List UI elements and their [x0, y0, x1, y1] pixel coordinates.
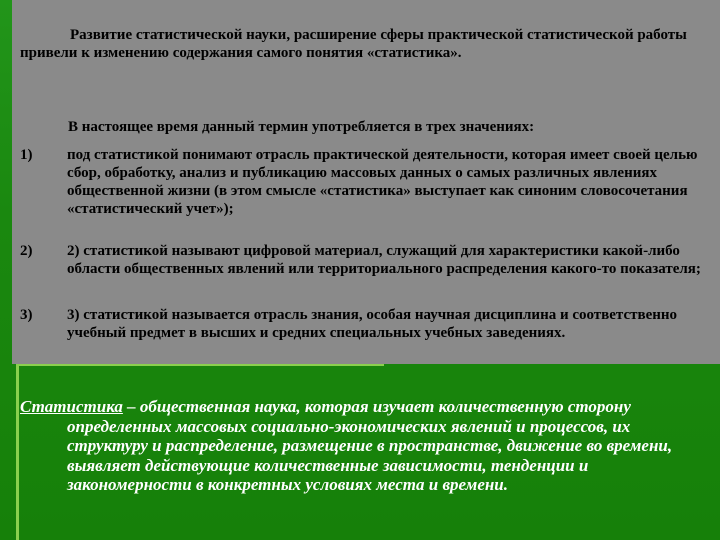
definition-paragraph: [20, 397, 712, 495]
item-3-text: 3) статистикой называется отрасль знания, особая научная дисциплина и соответственно учебный предмет в высших и средних специальных учебных заведениях.: [67, 307, 678, 341]
item-2-number: 2): [20, 243, 33, 259]
definition-text: – общественная наука, которая изучает количественную сторону определенных массовых социально-экономических явлений и процессов, их структуру и распределение, размещение в пространстве, движение во времени, выявляет действующие количественные зависимости, тенденции и закономерности в конкретных условиях места и времени.: [67, 397, 673, 494]
item-2-text: 2) статистикой называют цифровой материал, служащий для характеристики какой-либо области общественных явлений или территориального распределения какого-то показателя;: [67, 243, 701, 277]
accent-rule-horizontal: [16, 364, 384, 366]
lead-paragraph: В настоящее время данный термин употребляется в трех значениях:: [68, 119, 535, 135]
item-3-number: 3): [20, 307, 33, 323]
definition-term: Статистика: [20, 397, 123, 416]
item-1-number: 1): [20, 147, 33, 163]
intro-paragraph: Развитие статистической науки, расширение сферы практической статистической работы привели к изменению содержания самого понятия «статистика».: [20, 27, 687, 61]
item-1-text: под статистикой понимают отрасль практической деятельности, которая имеет своей целью сбор, обработку, анализ и публикацию массовых данных о самых различных явлениях общественной жизни (в этом смысле «статистика» выступает как синоним словосочетания «статистический учет»);: [67, 147, 698, 217]
accent-rule-vertical: [16, 364, 19, 540]
